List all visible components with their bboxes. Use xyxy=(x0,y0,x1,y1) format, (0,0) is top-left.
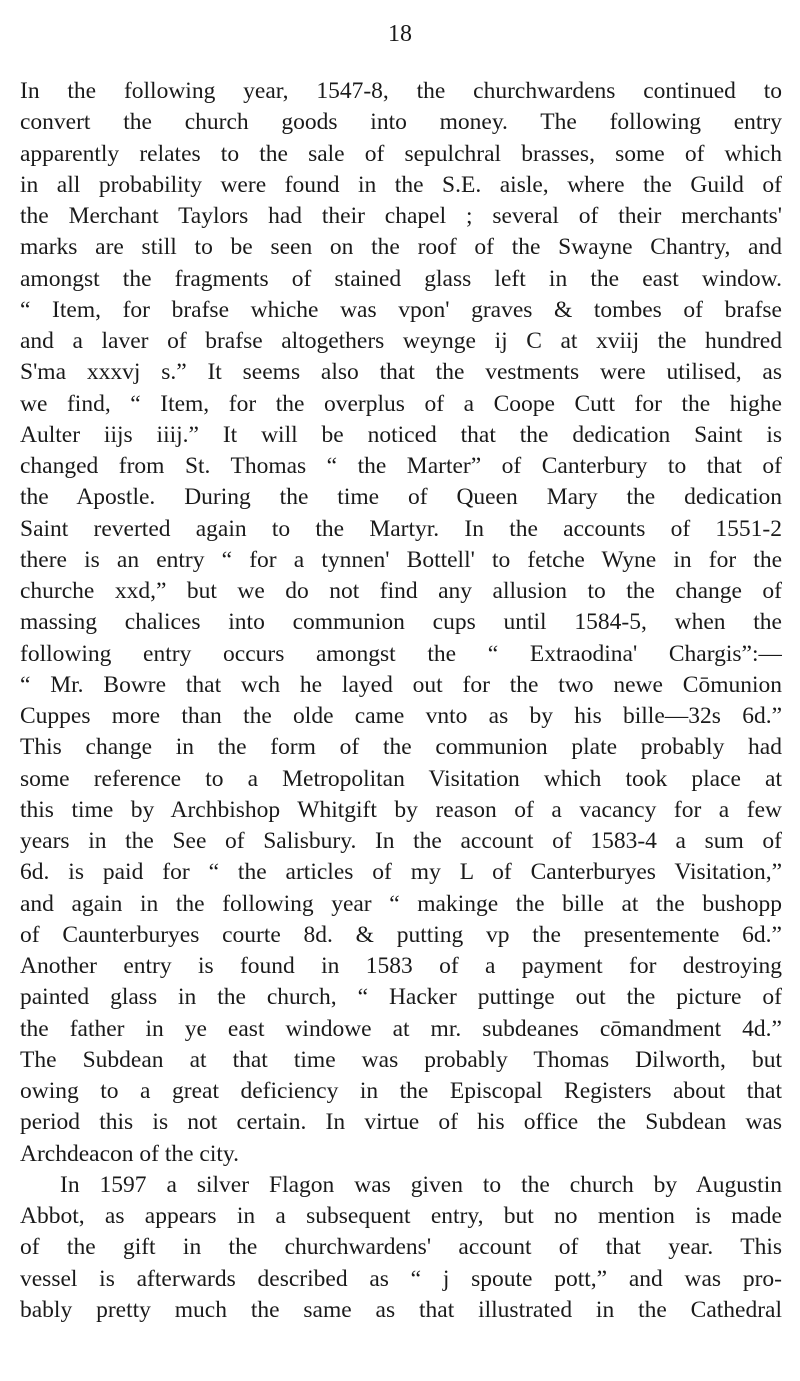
text-line: years in the See of Salisbury. In the account of 1583-4 a sum of xyxy=(20,828,782,854)
text-line: churche xxd,” but we do not find any allusion to the change of xyxy=(20,578,782,604)
text-line: convert the church goods into money. The following entry xyxy=(20,109,782,136)
text-line: following entry occurs amongst the “ Extraodina' Chargis”:— xyxy=(20,640,782,667)
text-line: amongst the fragments of stained glass left in the east window. xyxy=(20,265,782,292)
text-line: S'ma xxxvj s.” It seems also that the vestments were utilised, as xyxy=(20,359,782,386)
text-line: the Merchant Taylors had their chapel ; several of their merchants' xyxy=(20,203,782,229)
text-line: apparently relates to the sale of sepulchral brasses, some of which xyxy=(20,140,782,167)
text-line: this time by Archbishop Whitgift by reason of a vacancy for a few xyxy=(20,796,782,823)
text-line: of the gift in the churchwardens' account of that year. This xyxy=(20,1234,782,1261)
text-line: “ Mr. Bowre that wch he layed out for the two newe Cōmunion xyxy=(20,671,782,698)
paragraph-start-line: In 1597 a silver Flagon was given to the church by Augustin xyxy=(60,1171,782,1198)
text-line: the Apostle. During the time of Queen Mary the dedication xyxy=(20,484,782,511)
text-line: of Caunterburyes courte 8d. & putting vp the presentemente 6d.” xyxy=(20,921,782,948)
text-line: Archdeacon of the city. xyxy=(20,1140,240,1167)
text-line: owing to a great deficiency in the Episcopal Registers about that xyxy=(20,1078,782,1104)
text-line: some reference to a Metropolitan Visitation which took place at xyxy=(20,765,782,792)
text-line: 6d. is paid for “ the articles of my L of Canterburyes Visitation,” xyxy=(20,859,782,886)
text-line: the father in ye east windowe at mr. subdeanes cōmandment 4d.” xyxy=(20,1015,782,1042)
text-line: “ Item, for brafse whiche was vpon' graves & tombes of brafse xyxy=(20,296,782,323)
text-line: period this is not certain. In virtue of his office the Subdean was xyxy=(20,1109,782,1136)
text-line: and again in the following year “ makinge the bille at the bushopp xyxy=(20,890,782,917)
text-line: In the following year, 1547-8, the churchwardens continued to xyxy=(20,78,782,104)
text-line: marks are still to be seen on the roof of the Swayne Chantry, and xyxy=(20,234,782,261)
text-line: This change in the form of the communion plate probably had xyxy=(20,734,782,761)
text-line: Another entry is found in 1583 of a payment for destroying xyxy=(20,953,782,979)
text-line: bably pretty much the same as that illustrated in the Cathedral xyxy=(20,1296,782,1323)
text-line: vessel is afterwards described as “ j spoute pott,” and was pro- xyxy=(20,1265,782,1292)
text-line: and a laver of brafse altogethers weynge ij C at xviij the hundred xyxy=(20,328,782,354)
body-text xyxy=(20,76,782,1326)
text-line: The Subdean at that time was probably Thomas Dilworth, but xyxy=(20,1046,782,1073)
text-line: changed from St. Thomas “ the Marter” of Canterbury to that of xyxy=(20,453,782,479)
text-line: massing chalices into communion cups until 1584-5, when the xyxy=(20,609,782,636)
text-line: there is an entry “ for a tynnen' Bottell' to fetche Wyne in for the xyxy=(20,546,782,573)
text-line: Abbot, as appears in a subsequent entry, but no mention is made xyxy=(20,1203,782,1229)
text-line: Aulter iijs iiij.” It will be noticed that the dedication Saint is xyxy=(20,421,782,448)
text-line: painted glass in the church, “ Hacker puttinge out the picture of xyxy=(20,984,782,1011)
text-line: we find, “ Item, for the overplus of a Coope Cutt for the highe xyxy=(20,390,782,417)
text-line: Cuppes more than the olde came vnto as by his bille—32s 6d.” xyxy=(20,703,782,729)
page-number: 18 xyxy=(388,21,412,47)
text-line: in all probability were found in the S.E. aisle, where the Guild of xyxy=(20,171,782,198)
text-line: Saint reverted again to the Martyr. In the accounts of 1551-2 xyxy=(20,515,782,542)
